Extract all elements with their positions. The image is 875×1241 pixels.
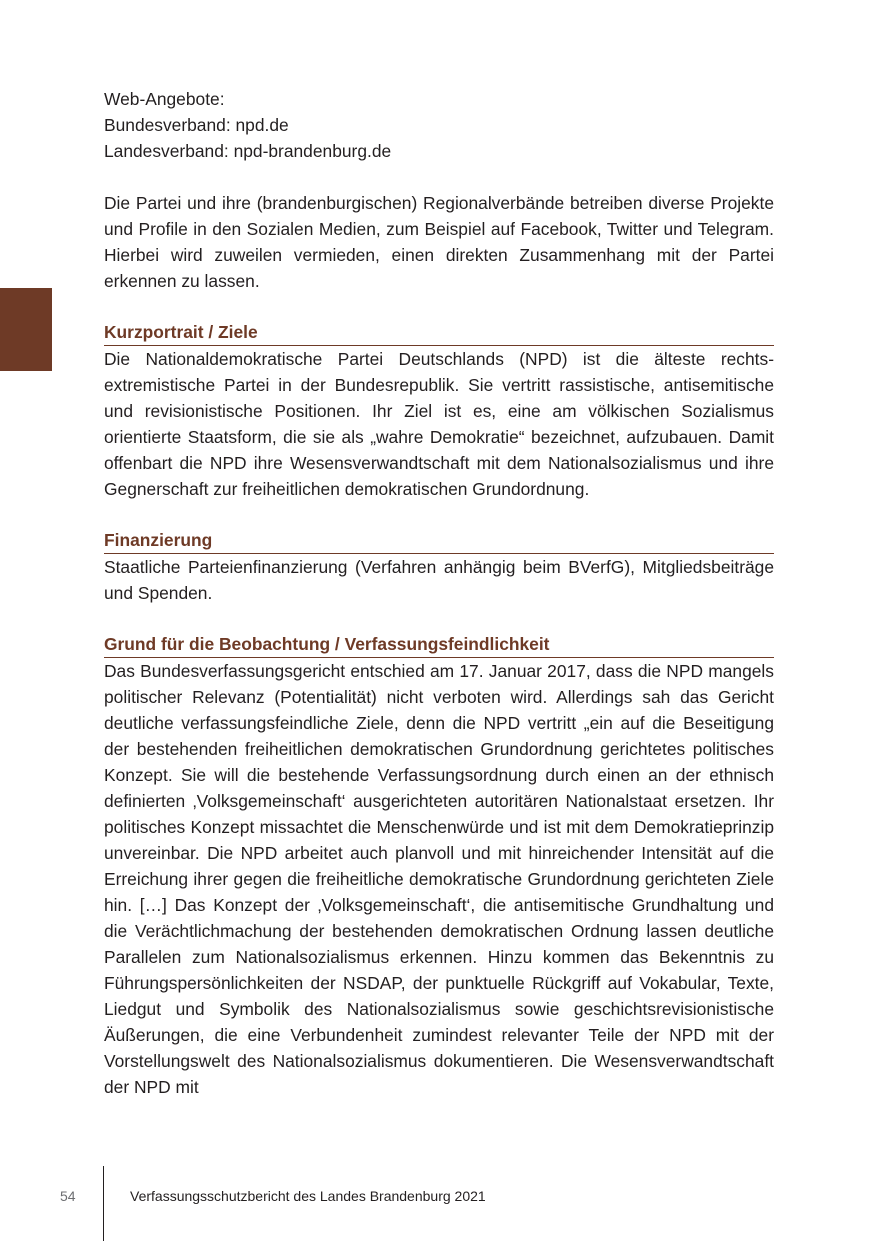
portrait-paragraph: Die Nationaldemokratische Partei Deutschlands (NPD) ist die älteste rechtsextremistische Partei in der Bundesrepublik. Sie vertritt rassistische, antisemitische und revisionistische Positionen. Ihr Ziel ist es, eine am völkischen Sozialismus orientierte Staatsform, die sie als „wahre Demokratie“ bezeichnet, aufzubauen. Damit offenbart die NPD ihre Wesensverwandtschaft mit dem Nationalsozialismus und ihre Gegnerschaft zur freiheitlichen demokratischen Grundordnung. [104, 349, 774, 499]
reason-paragraph: Das Bundesverfassungsgericht entschied am 17. Januar 2017, dass die NPD mangels politischer Relevanz (Potentialität) nicht verboten wird. Allerdings sah das Gericht deutliche verfassungsfeindliche Ziele, denn die NPD vertritt „ein auf die Beseitigung der bestehenden freiheitlichen demokratischen Grundordnung gerichtetes politisches Konzept. Sie will die bestehende Verfassungsordnung durch einen an der ethnisch definierten ‚Volksgemeinschaft‘ ausgerichteten autoritären Nationalstaat ersetzen. Ihr politisches Konzept missachtet die Menschenwürde und ist mit dem Demokratieprinzip unvereinbar. Die NPD arbeitet auch planvoll und mit hinreichender Intensität auf die Erreichung ihrer gegen die freiheitliche demokratische Grundordnung gerichteten Ziele hin. […] Das Konzept der ‚Volksgemeinschaft‘, die antisemitische Grundhaltung und die Verächtlichmachung der bestehenden demokratischen Ordnung lassen deutliche Parallelen zum Nationalsozialismus erkennen. Hinzu kommen das Bekenntnis zu Führungspersönlichkeiten der NSDAP, der punktuelle Rückgriff auf Vokabular, Texte, Liedgut und Symbolik des Nationalsozialismus sowie geschichtsrevisionistische Äußerungen, die eine Verbundenheit zumindest relevanter Teile der NPD mit der Vorstellungswelt des Nationalsozialismus dokumentieren. Die Wesensverwandtschaft der NPD mit [104, 661, 774, 1097]
state-website: Landesverband: npd-brandenburg.de [104, 141, 392, 161]
web-offers-label: Web-Angebote: [104, 89, 225, 109]
footer-divider [103, 1166, 104, 1241]
page-number: 54 [60, 1188, 76, 1204]
chapter-tab-marker [0, 288, 52, 371]
reason-heading: Grund für die Beobachtung / Verfassungsfeindlichkeit [104, 632, 774, 658]
federal-website: Bundesverband: npd.de [104, 115, 289, 135]
portrait-heading: Kurzportrait / Ziele [104, 320, 774, 346]
page-content [104, 86, 774, 1100]
social-media-paragraph: Die Partei und ihre (brandenburgischen) Regionalverbände betreiben diverse Projekte und Profile in den Sozialen Medien, zum Beispiel auf Facebook, Twitter und Telegram. Hierbei wird zuweilen vermieden, einen direkten Zusammenhang mit der Partei erkennen zu lassen. [104, 193, 774, 291]
footer-title: Verfassungsschutzbericht des Landes Brandenburg 2021 [130, 1188, 486, 1204]
finance-heading: Finanzierung [104, 528, 774, 554]
finance-paragraph: Staatliche Parteienfinanzierung (Verfahren anhängig beim BVerfG), Mitgliedsbeiträge und Spenden. [104, 557, 774, 603]
